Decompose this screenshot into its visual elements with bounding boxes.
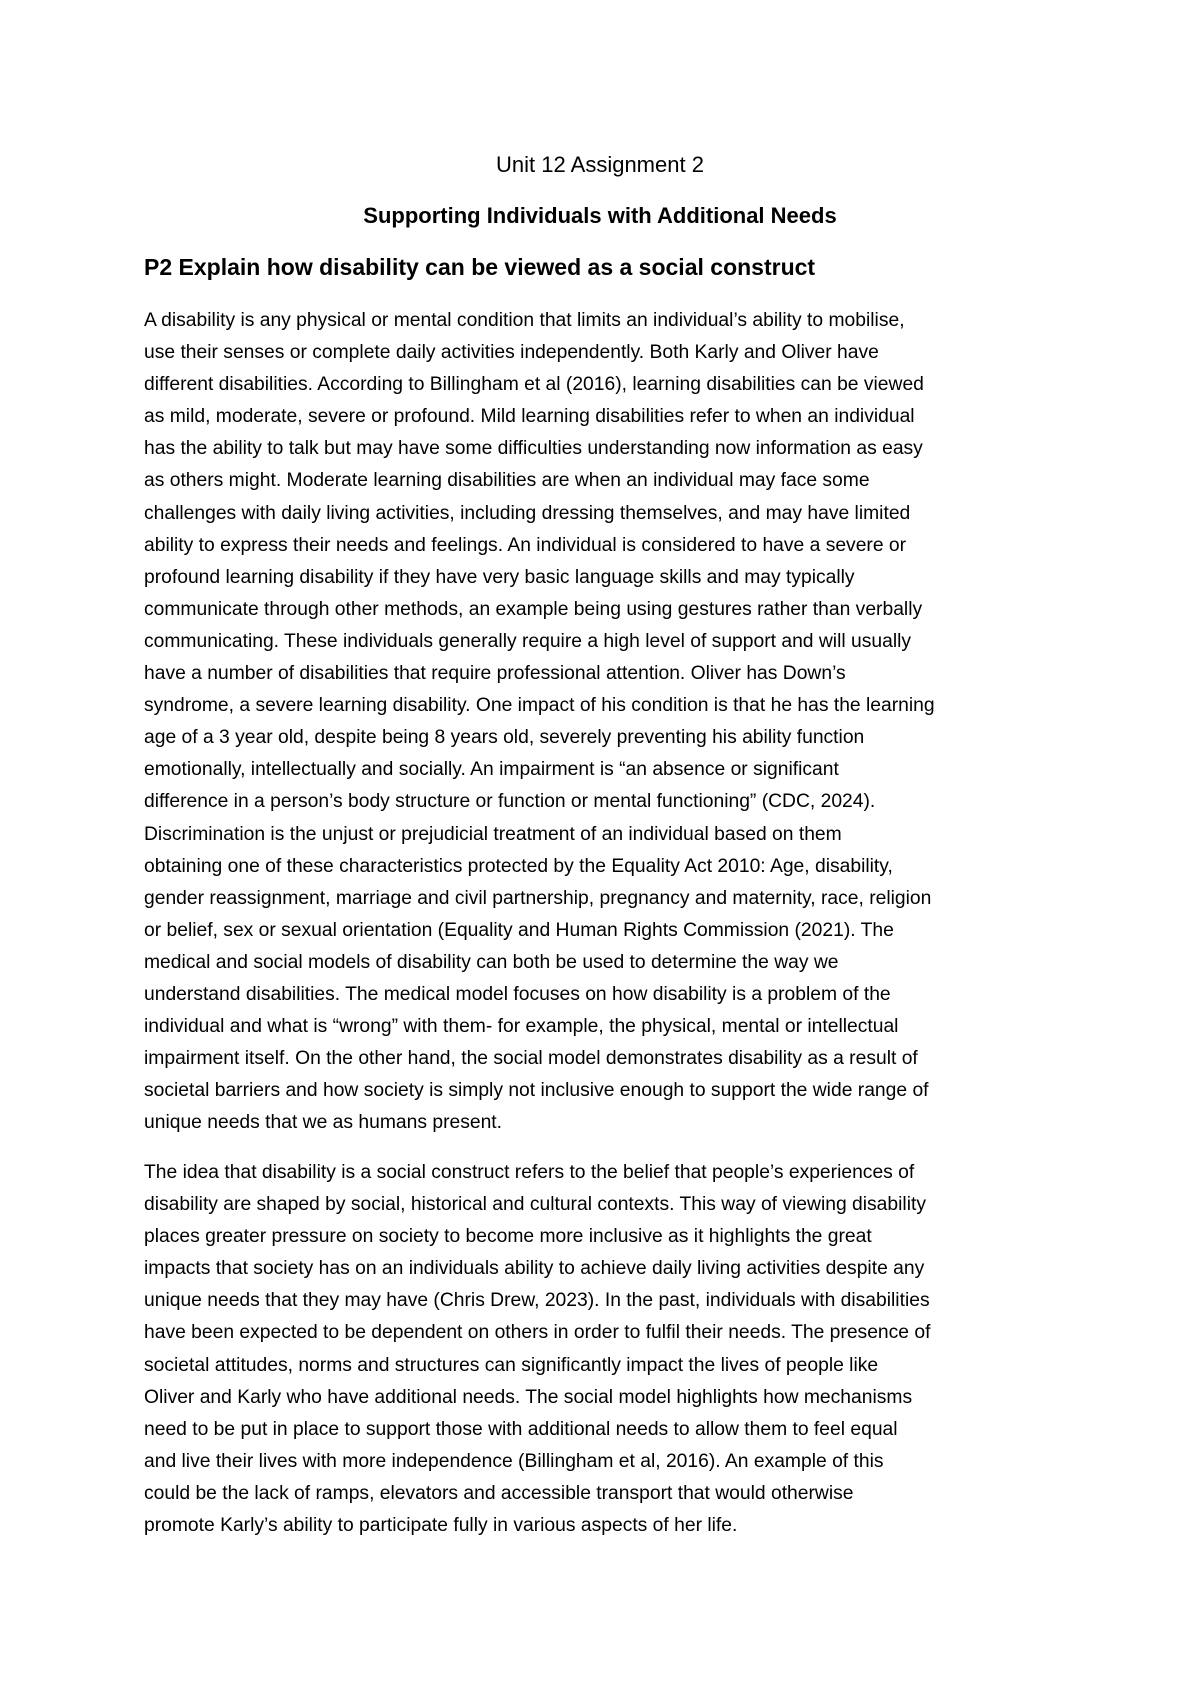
paragraph-line: communicating. These individuals generally require a high level of support and will usually: [144, 630, 912, 652]
paragraph-line: societal attitudes, norms and structures can significantly impact the lives of people like: [144, 1354, 879, 1376]
paragraph-line: unique needs that we as humans present.: [144, 1112, 503, 1134]
paragraph-line: have a number of disabilities that require professional attention. Oliver has Down’s: [144, 663, 846, 685]
paragraph-line: challenges with daily living activities, including dressing themselves, and may have limited: [144, 502, 911, 524]
paragraph-line: need to be put in place to support those with additional needs to allow them to feel equal: [144, 1418, 898, 1440]
paragraph-line: understand disabilities. The medical model focuses on how disability is a problem of the: [144, 983, 891, 1005]
document-subtitle: Supporting Individuals with Additional Needs: [363, 203, 837, 228]
paragraph-line: impairment itself. On the other hand, the social model demonstrates disability as a result of: [144, 1048, 918, 1070]
paragraph-line: promote Karly’s ability to participate fully in various aspects of her life.: [144, 1515, 738, 1537]
paragraph-line: societal barriers and how society is simply not inclusive enough to support the wide range of: [144, 1080, 929, 1102]
paragraph-line: profound learning disability if they have very basic language skills and may typically: [144, 566, 855, 588]
paragraph-line: disability are shaped by social, historical and cultural contexts. This way of viewing disability: [144, 1194, 926, 1216]
paragraph-line: ability to express their needs and feelings. An individual is considered to have a severe or: [144, 534, 907, 556]
paragraph-line: Discrimination is the unjust or prejudicial treatment of an individual based on them: [144, 823, 842, 845]
paragraph-line: Oliver and Karly who have additional needs. The social model highlights how mechanisms: [144, 1386, 913, 1408]
paragraph-line: age of a 3 year old, despite being 8 years old, severely preventing his ability function: [144, 727, 865, 749]
paragraph-line: individual and what is “wrong” with them- for example, the physical, mental or intellectual: [144, 1016, 899, 1038]
paragraph-line: and live their lives with more independence (Billingham et al, 2016). An example of this: [144, 1450, 884, 1472]
paragraph-line: unique needs that they may have (Chris Drew, 2023). In the past, individuals with disabilities: [144, 1290, 930, 1312]
paragraph-line: or belief, sex or sexual orientation (Equality and Human Rights Commission (2021). The: [144, 919, 894, 941]
paragraph-line: The idea that disability is a social construct refers to the belief that people’s experiences of: [144, 1162, 915, 1183]
paragraph-line: syndrome, a severe learning disability. One impact of his condition is that he has the learning: [144, 695, 935, 717]
paragraph-line: as mild, moderate, severe or profound. Mild learning disabilities refer to when an individual: [144, 406, 915, 428]
paragraph-line: has the ability to talk but may have some difficulties understanding now information as easy: [144, 438, 923, 460]
paragraph-2: [144, 1157, 1064, 1542]
paragraph-1: [144, 305, 1064, 1139]
paragraph-line: gender reassignment, marriage and civil partnership, pregnancy and maternity, race, religion: [144, 887, 932, 909]
paragraph-line: impacts that society has on an individuals ability to achieve daily living activities despite any: [144, 1258, 925, 1280]
paragraph-line: emotionally, intellectually and socially. An impairment is “an absence or significant: [144, 759, 839, 781]
document-title: Unit 12 Assignment 2: [496, 152, 704, 177]
paragraph-line: as others might. Moderate learning disabilities are when an individual may face some: [144, 470, 870, 492]
paragraph-line: communicate through other methods, an example being using gestures rather than verbally: [144, 598, 923, 620]
section-heading: P2 Explain how disability can be viewed as a social construct: [144, 254, 816, 280]
paragraph-line: places greater pressure on society to become more inclusive as it highlights the great: [144, 1226, 872, 1248]
paragraph-line: obtaining one of these characteristics protected by the Equality Act 2010: Age, disability,: [144, 855, 893, 877]
paragraph-line: have been expected to be dependent on others in order to fulfil their needs. The presence of: [144, 1322, 931, 1344]
paragraph-line: medical and social models of disability can both be used to determine the way we: [144, 951, 839, 973]
paragraph-line: could be the lack of ramps, elevators and accessible transport that would otherwise: [144, 1482, 854, 1504]
paragraph-line: difference in a person’s body structure or function or mental functioning” (CDC, 2024).: [144, 791, 876, 813]
paragraph-line: different disabilities. According to Billingham et al (2016), learning disabilities can be viewed: [144, 374, 924, 396]
paragraph-line: A disability is any physical or mental condition that limits an individual’s ability to mobilise,: [144, 310, 905, 331]
paragraph-line: use their senses or complete daily activities independently. Both Karly and Oliver have: [144, 342, 879, 364]
